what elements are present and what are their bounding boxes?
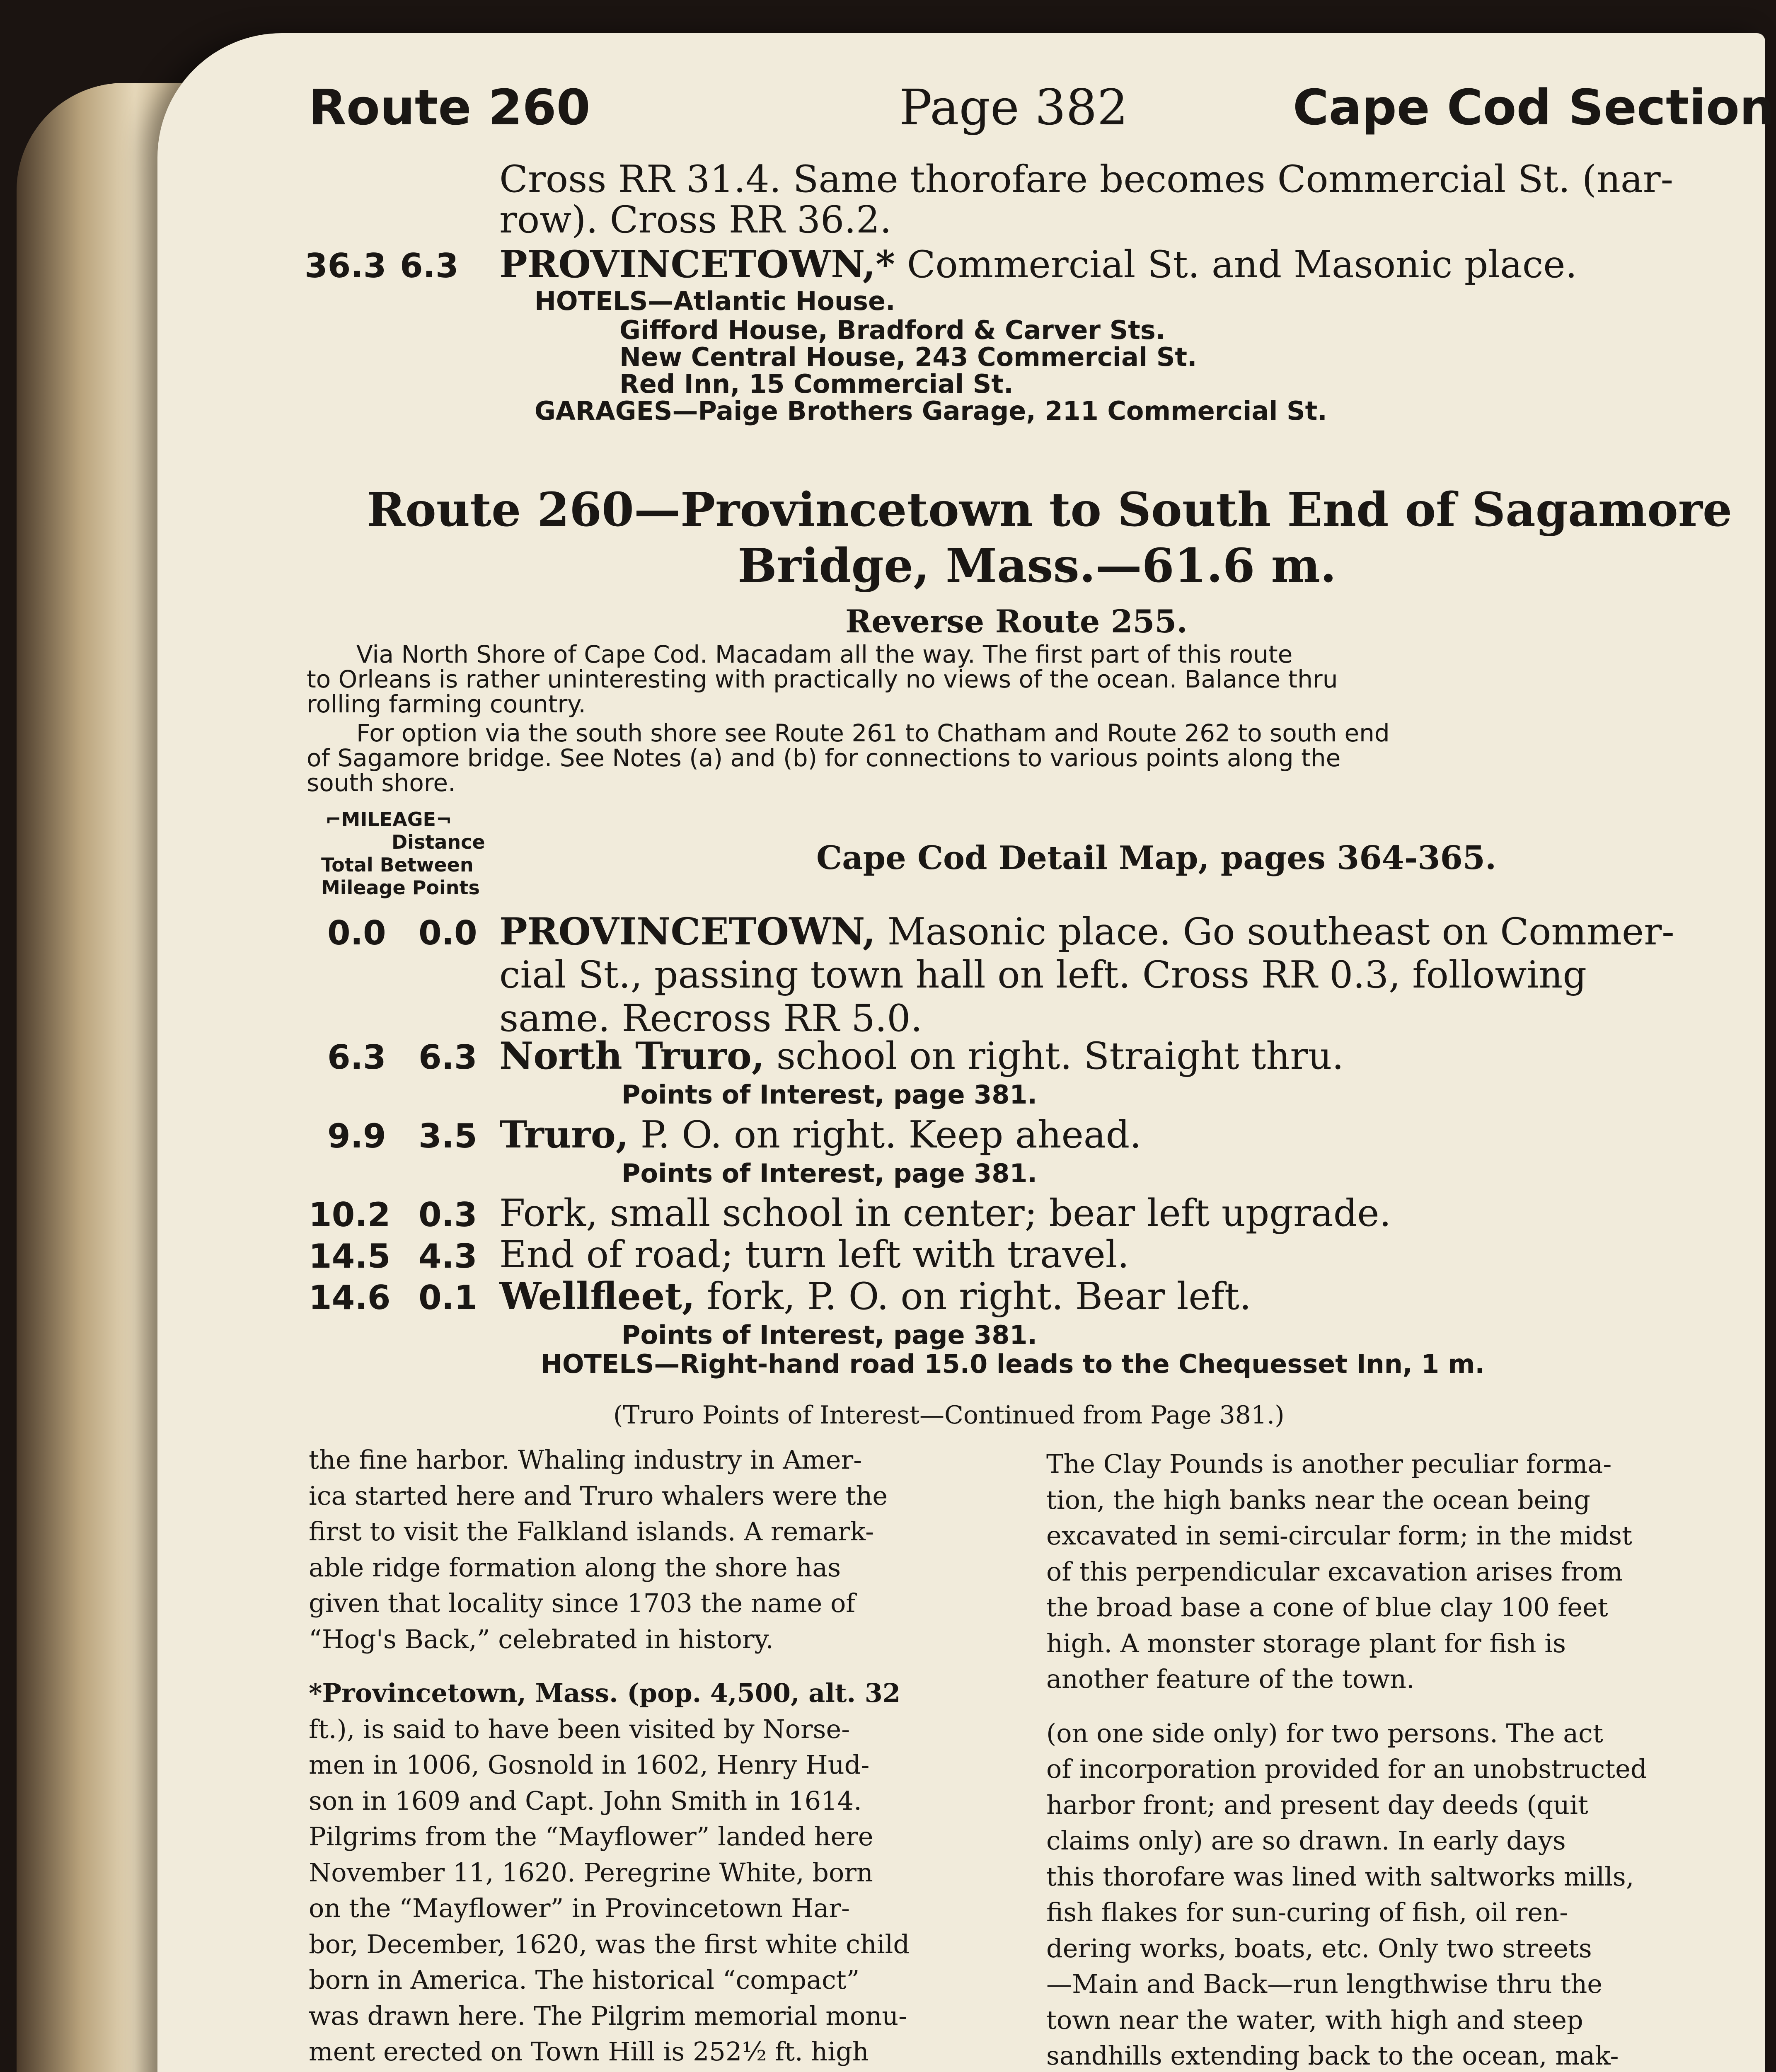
paragraph-line: on the “Mayflower” in Provincetown Har- xyxy=(309,1893,850,1923)
paragraph-line: this thorofare was lined with saltworks mills, xyxy=(1046,1861,1634,1892)
entry-desc: Masonic place. Go southeast on Commer- xyxy=(887,910,1674,954)
mileage-between: 0.3 xyxy=(419,1196,477,1234)
paragraph-line: another feature of the town. xyxy=(1046,1664,1415,1694)
paragraph-line: able ridge formation along the shore has xyxy=(309,1552,841,1583)
paragraph-line: was drawn here. The Pilgrim memorial monu- xyxy=(309,2000,907,2031)
detail-map-ref: Cape Cod Detail Map, pages 364-365. xyxy=(816,839,1497,877)
mileage-between: 4.3 xyxy=(419,1237,477,1276)
distance-label: Distance xyxy=(392,831,485,853)
place-name: North Truro, xyxy=(499,1034,765,1078)
paragraph-line: ica started here and Truro whalers were the xyxy=(309,1480,888,1511)
paragraph-line: first to visit the Falkland islands. A remark- xyxy=(309,1516,874,1547)
wellfleet-hotels: HOTELS—Right-hand road 15.0 leads to the Chequesset Inn, 1 m. xyxy=(541,1349,1485,1379)
reverse-route: Reverse Route 255. xyxy=(845,603,1188,640)
points-of-interest: Points of Interest, page 381. xyxy=(622,1080,1038,1110)
route-entry xyxy=(499,1034,1344,1078)
continued-note: (Truro Points of Interest—Continued from Page 381.) xyxy=(613,1401,1285,1430)
option-line: For option via the south shore see Route 261 to Chatham and Route 262 to south end xyxy=(356,719,1390,747)
paragraph-line: excavated in semi-circular form; in the midst xyxy=(1046,1520,1632,1551)
left-column xyxy=(309,1442,924,2072)
paragraph-line: given that locality since 1703 the name of xyxy=(309,1588,856,1618)
paragraph-line: town near the water, with high and steep xyxy=(1046,2004,1583,2035)
entry-desc: Commercial St. and Masonic place. xyxy=(907,243,1578,286)
mileage-between: 0.1 xyxy=(419,1278,477,1317)
mileage-total: 6.3 xyxy=(327,1038,386,1077)
running-header-page: Page 382 xyxy=(899,79,1128,136)
entry-desc: school on right. Straight thru. xyxy=(776,1034,1344,1078)
paragraph-line: Pilgrims from the “Mayflower” landed here xyxy=(309,1821,873,1852)
prev-route-line-1: Cross RR 31.4. Same thorofare becomes Commercial St. (nar- xyxy=(499,157,1674,201)
paragraph-line: —Main and Back—run lengthwise thru the xyxy=(1046,1969,1602,1999)
garages-line: GARAGES—Paige Brothers Garage, 211 Commercial St. xyxy=(535,396,1327,426)
entry-desc: Fork, small school in center; bear left upgrade. xyxy=(499,1191,1391,1235)
paragraph-line: fish flakes for sun-curing of fish, oil ren- xyxy=(1046,1897,1568,1927)
mileage-total: 36.3 xyxy=(305,247,387,285)
intro-line: rolling farming country. xyxy=(307,690,586,718)
mileage-total: 9.9 xyxy=(327,1117,386,1155)
paragraph-line: ment erected on Town Hill is 252½ ft. high xyxy=(309,2036,869,2067)
intro-line: to Orleans is rather uninteresting with practically no views of the ocean. Balance thru xyxy=(307,665,1338,693)
paragraph-line: the fine harbor. Whaling industry in Amer- xyxy=(309,1445,862,1475)
garage-item: Paige Brothers Garage, 211 Commercial St. xyxy=(698,396,1327,426)
hotel-item: New Central House, 243 Commercial St. xyxy=(619,342,1197,372)
right-column xyxy=(1046,1446,1647,2072)
running-header-route: Route 260 xyxy=(309,79,590,136)
mileage-total: 0.0 xyxy=(327,914,386,952)
mileage-between: 6.3 xyxy=(400,247,459,285)
entry-desc: cial St., passing town hall on left. Cross RR 0.3, following xyxy=(499,953,1587,997)
mileage-total: 10.2 xyxy=(309,1196,391,1234)
hotel-item: Red Inn, 15 Commercial St. xyxy=(619,369,1014,399)
option-line: south shore. xyxy=(307,769,456,797)
paragraph-line: *Provincetown, Mass. (pop. 4,500, alt. 32 xyxy=(309,1678,900,1708)
mileage-between: 6.3 xyxy=(419,1038,477,1077)
paragraph-line: son in 1609 and Capt. John Smith in 1614. xyxy=(309,1785,862,1816)
mileage-points-label: Mileage Points xyxy=(321,876,480,899)
prev-route-line-2: row). Cross RR 36.2. xyxy=(499,198,892,242)
paragraph-line: “Hog's Back,” celebrated in history. xyxy=(309,1624,774,1654)
place-name: PROVINCETOWN,* xyxy=(499,242,895,286)
paragraph-line: harbor front; and present day deeds (quit xyxy=(1046,1789,1588,1820)
paragraph-line xyxy=(309,2070,924,2072)
entry-desc: same. Recross RR 5.0. xyxy=(499,997,923,1040)
route-entry xyxy=(499,1274,1251,1318)
mileage-total: 14.5 xyxy=(309,1237,391,1276)
paragraph-line: sandhills extending back to the ocean, mak- xyxy=(1046,2041,1619,2071)
paragraph-line: claims only) are so drawn. In early days xyxy=(1046,1825,1566,1856)
place-name: PROVINCETOWN, xyxy=(499,910,876,954)
entry-desc: P. O. on right. Keep ahead. xyxy=(640,1113,1142,1157)
place-name: Truro, xyxy=(499,1113,629,1157)
paragraph-line: the broad base a cone of blue clay 100 feet xyxy=(1046,1592,1608,1622)
paragraph-line: bor, December, 1620, was the first white child xyxy=(309,1929,910,1959)
place-name: Wellfleet, xyxy=(499,1274,695,1318)
mileage-total: 14.6 xyxy=(309,1278,391,1317)
mileage-between: 0.0 xyxy=(419,914,477,952)
paragraph-line: ft.), is said to have been visited by Norse- xyxy=(309,1714,850,1744)
option-line: of Sagamore bridge. See Notes (a) and (b) for connections to various points along the xyxy=(307,744,1341,772)
entry-desc: End of road; turn left with travel. xyxy=(499,1233,1130,1276)
route-title-line-2: Bridge, Mass.—61.6 m. xyxy=(738,539,1337,593)
total-between-label: Total Between xyxy=(321,854,474,876)
hotels-label: HOTELS xyxy=(535,286,648,316)
paragraph-line: men in 1006, Gosnold in 1602, Henry Hud- xyxy=(309,1750,870,1780)
entry-desc: fork, P. O. on right. Bear left. xyxy=(707,1275,1251,1318)
points-of-interest: Points of Interest, page 381. xyxy=(622,1320,1038,1350)
route-entry xyxy=(499,910,1674,954)
garages-label: GARAGES xyxy=(535,396,673,426)
paragraph-line: of this perpendicular excavation arises from xyxy=(1046,1556,1623,1587)
intro-line: Via North Shore of Cape Cod. Macadam all the way. The first part of this route xyxy=(356,640,1293,668)
paragraph-line: dering works, boats, etc. Only two streets xyxy=(1046,1933,1592,1963)
hotel-item: Gifford House, Bradford & Carver Sts. xyxy=(619,315,1166,345)
paragraph-line: The Clay Pounds is another peculiar forma- xyxy=(1046,1449,1612,1479)
paragraph-line: high. A monster storage plant for fish is xyxy=(1046,1628,1566,1658)
hotel-item: Atlantic House. xyxy=(673,286,895,316)
mileage-between: 3.5 xyxy=(419,1117,477,1155)
points-of-interest: Points of Interest, page 381. xyxy=(622,1158,1038,1188)
paragraph-line: (on one side only) for two persons. The act xyxy=(1046,1718,1603,1748)
paragraph-line: born in America. The historical “compact” xyxy=(309,1965,860,1995)
route-entry-provincetown-end xyxy=(499,242,1577,286)
mileage-label: ⌐MILEAGE¬ xyxy=(325,808,452,830)
running-header-section: Cape Cod Section xyxy=(1293,79,1774,136)
paragraph-line: November 11, 1620. Peregrine White, born xyxy=(309,1857,873,1888)
route-entry xyxy=(499,1113,1142,1157)
hotels-list: HOTELS—Atlantic House. xyxy=(535,286,895,316)
paragraph-line: tion, the high banks near the ocean being xyxy=(1046,1484,1590,1515)
route-title-line-1: Route 260—Provincetown to South End of Sagamore xyxy=(367,483,1732,537)
paragraph-line: of incorporation provided for an unobstructed xyxy=(1046,1754,1647,1784)
